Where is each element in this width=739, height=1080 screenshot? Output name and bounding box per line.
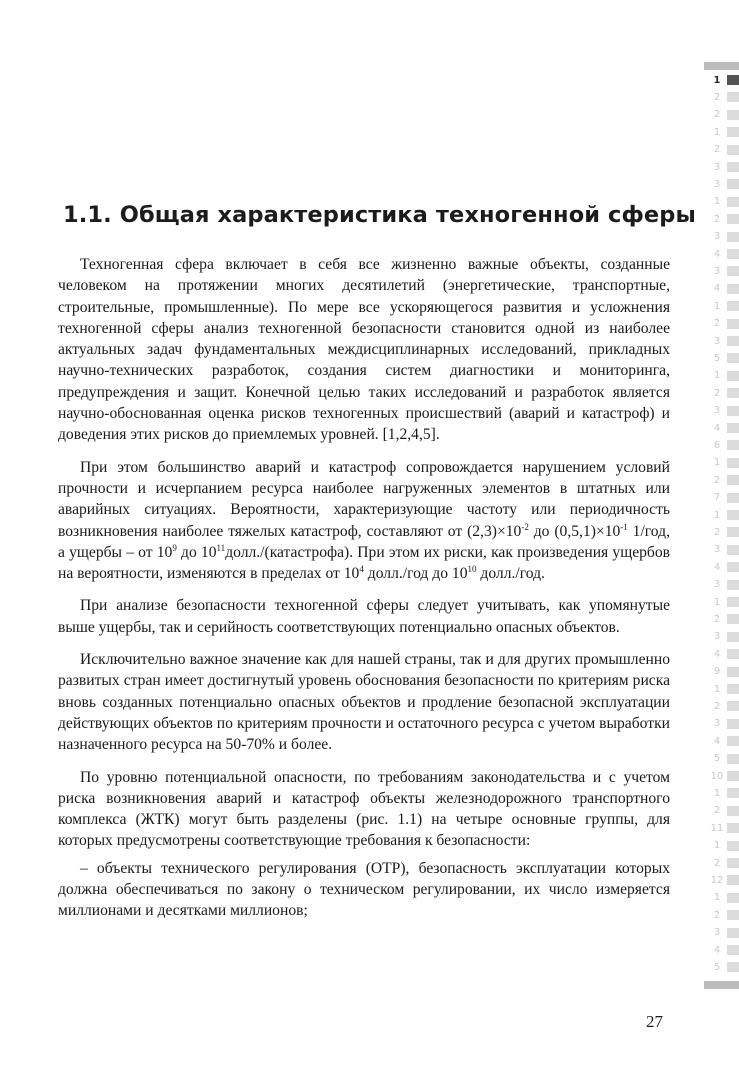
thumb-index-number: 1 [713, 892, 721, 904]
thumb-index-item [709, 874, 739, 886]
thumb-index-item [709, 961, 739, 973]
thumb-index-item [709, 666, 739, 678]
thumb-index-item [709, 370, 739, 382]
thumb-index-number: 2 [713, 144, 721, 156]
thumb-index-block [727, 719, 739, 729]
thumb-index-number: 3 [713, 265, 721, 277]
thumb-index-number: 5 [713, 961, 721, 973]
thumb-index-number: 12 [710, 874, 724, 886]
thumb-index-block [727, 928, 739, 938]
thumb-index-item [709, 265, 739, 277]
thumb-index-block [727, 614, 739, 624]
thumb-index-item [709, 892, 739, 904]
thumb-index-number: 4 [713, 561, 721, 573]
thumb-index-number: 2 [713, 109, 721, 121]
thumb-index-item [709, 840, 739, 852]
thumb-index-item [709, 927, 739, 939]
thumb-index-block [727, 353, 739, 363]
thumb-index-item [709, 161, 739, 173]
paragraph-6: – объекты технического регулирования (ОТР), безопасность эксплуатации которых должна обеспечиваться по закону о техническом регулировании, их число измеряется миллионами и десятками миллионов; [58, 859, 670, 920]
thumb-index-item [709, 439, 739, 451]
thumb-index-item [709, 91, 739, 103]
thumb-index-block [727, 162, 739, 172]
thumb-index-item [709, 544, 739, 556]
thumb-index-block [727, 580, 739, 590]
page-number: 27 [646, 1012, 663, 1031]
thumb-index-number: 1 [713, 457, 721, 469]
thumb-index-block [727, 406, 739, 416]
thumb-index-item [709, 422, 739, 434]
thumb-index-block [727, 910, 739, 920]
thumb-index-item [709, 561, 739, 573]
thumb-index-block [727, 371, 739, 381]
thumb-index-block [727, 92, 739, 102]
thumb-index-block [727, 458, 739, 468]
thumb-index-block [727, 336, 739, 346]
thumb-index-number: 3 [713, 631, 721, 643]
thumb-index-block [727, 319, 739, 329]
thumb-index-item [709, 526, 739, 538]
thumb-index-item [709, 387, 739, 399]
thumb-index-item [709, 770, 739, 782]
thumb-index-number: 7 [713, 492, 721, 504]
thumb-index-number: 2 [713, 613, 721, 625]
thumb-index-item [709, 74, 739, 86]
thumb-index-number: 3 [713, 231, 721, 243]
thumb-index-number: 2 [713, 526, 721, 538]
thumb-index-block [727, 110, 739, 120]
thumb-index-number: 11 [710, 822, 724, 834]
paragraph-1: Техногенная сфера включает в себя все жизненно важные объекты, созданные человеком на протяжении многих десятилетий (энергетические, транспортные, строительные, промышленные). По мере все ускоряющегося развития и усложнения техногенной сферы анализ техногенной безопасности становится одной из наиболее актуальных задач фундаментальных междисциплинарных исследований, прикладных научно-технических разработок, создания систем диагностики и мониторинга, предупреждения и защит. Конечной целью таких исследований и разработок является научно-обоснованная оценка рисков техногенных происшествий (аварий и катастроф) и доведения этих рисков до приемлемых уровней. [1,2,4,5]. [58, 256, 670, 444]
thumb-index-number: 2 [713, 857, 721, 869]
thumb-index-block [727, 284, 739, 294]
thumb-index-block [727, 179, 739, 189]
thumb-index-item [709, 596, 739, 608]
thumb-index-block [727, 388, 739, 398]
paragraph-3: При анализе безопасности техногенной сферы следует учитывать, как упомянутые выше ущербы, так и серийность соответствующих потенциально опасных объектов. [58, 597, 670, 636]
thumb-index-number: 2 [713, 91, 721, 103]
thumb-index-item [709, 579, 739, 591]
thumb-index-item [709, 196, 739, 208]
thumb-index-number: 1 [713, 683, 721, 695]
thumb-index-block [727, 841, 739, 851]
thumb-index-number: 2 [713, 387, 721, 399]
thumb-index-number: 4 [713, 248, 721, 260]
thumb-index-block [727, 75, 739, 85]
thumb-index-item [709, 683, 739, 695]
paragraph-2: При этом большинство аварий и катастроф сопровождается нарушением условий прочности и исчерпанием ресурса наиболее нагруженных элементов в штатных или аварийных ситуациях. Вероятности, характеризующие частоту или периодичность возникновения наиболее тяжелых катастроф, составляют от $(2,3)\times 10^{-2}$ до $(0,5,1)\times 10^{-1}$ 1/год, а ущербы – от $10^9$ до $10^{11}долл./(катастрофа)$. При этом их риски, как произведения ущербов на вероятности, изменяются в пределах от $10^4$ долл./год до $10^{10}$ долл./год. [58, 458, 671, 583]
thumb-index-item [709, 805, 739, 817]
thumb-index-number: 1 [713, 787, 721, 799]
thumb-index-number: 2 [713, 700, 721, 712]
thumb-index-number: 1 [713, 370, 721, 382]
section-heading: 1.1. Общая характеристика техногенной сферы [63, 202, 696, 228]
thumb-index-block [727, 197, 739, 207]
thumb-index-block [727, 667, 739, 677]
thumb-index-item [709, 231, 739, 243]
thumb-index-number: 2 [713, 318, 721, 330]
thumb-index-item [709, 735, 739, 747]
thumb-index-item [709, 857, 739, 869]
thumb-index-block [727, 962, 739, 972]
paragraph-4: Исключительно важное значение как для нашей страны, так и для других промышленно развитых стран имеет достигнутый уровень обоснования безопасности по критериям риска вновь созданных потенциально опасных объектов и продление безопасной эксплуатации действующих объектов по критериям прочности и остаточного ресурса с учетом выработки назначенного ресурса на 50-70% и более. [58, 651, 670, 754]
thumb-index-block [727, 771, 739, 781]
thumb-index-block [727, 475, 739, 485]
thumb-index-item [709, 822, 739, 834]
thumb-index-block [727, 301, 739, 311]
thumb-index-number: 4 [713, 283, 721, 295]
thumb-index-block [727, 649, 739, 659]
thumb-index-number: 4 [713, 944, 721, 956]
thumb-index-block [727, 736, 739, 746]
thumb-index-block [727, 806, 739, 816]
thumb-index-number: 2 [713, 909, 721, 921]
thumb-index-bottom-bar [704, 981, 739, 989]
thumb-index-item [709, 474, 739, 486]
thumb-index-number: 2 [713, 805, 721, 817]
thumb-index-item [709, 909, 739, 921]
thumb-index-number: 3 [713, 335, 721, 347]
thumb-index-item [709, 335, 739, 347]
thumb-index-number: 6 [713, 439, 721, 451]
thumb-index-block [727, 823, 739, 833]
thumb-index-block [727, 545, 739, 555]
thumb-index-number: 2 [713, 474, 721, 486]
thumb-index-number: 3 [713, 544, 721, 556]
thumb-index-item [709, 753, 739, 765]
thumb-index-block [727, 527, 739, 537]
thumb-index-block [727, 440, 739, 450]
thumb-index-item [709, 700, 739, 712]
thumb-index-item [709, 109, 739, 121]
thumb-index-number: 9 [713, 666, 721, 678]
thumb-index-number: 1 [713, 74, 721, 86]
thumb-index-item [709, 283, 739, 295]
body-text [58, 254, 670, 922]
thumb-index-block [727, 858, 739, 868]
chapter-thumb-index [704, 62, 739, 992]
thumb-index-item [709, 126, 739, 138]
thumb-index-number: 1 [713, 196, 721, 208]
thumb-index-item [709, 178, 739, 190]
thumb-index-block [727, 493, 739, 503]
thumb-index-number: 4 [713, 648, 721, 660]
thumb-index-block [727, 945, 739, 955]
thumb-index-number: 3 [713, 161, 721, 173]
thumb-index-block [727, 232, 739, 242]
thumb-index-number: 4 [713, 422, 721, 434]
thumb-index-number: 3 [713, 718, 721, 730]
thumb-index-block [727, 249, 739, 259]
thumb-index-item [709, 718, 739, 730]
thumb-index-block [727, 632, 739, 642]
thumb-index-number: 1 [713, 840, 721, 852]
thumb-index-number: 3 [713, 405, 721, 417]
thumb-index-number: 10 [710, 770, 724, 782]
thumb-index-block [727, 423, 739, 433]
thumb-index-block [727, 510, 739, 520]
thumb-index-block [727, 266, 739, 276]
thumb-index-block [727, 754, 739, 764]
thumb-index-block [727, 562, 739, 572]
thumb-index-block [727, 875, 739, 885]
thumb-index-number: 5 [713, 352, 721, 364]
thumb-index-number: 3 [713, 927, 721, 939]
thumb-index-item [709, 944, 739, 956]
thumb-index-number: 2 [713, 213, 721, 225]
thumb-index-item [709, 248, 739, 260]
thumb-index-block [727, 788, 739, 798]
thumb-index-item [709, 457, 739, 469]
thumb-index-item [709, 492, 739, 504]
thumb-index-number: 1 [713, 509, 721, 521]
thumb-index-number: 4 [713, 735, 721, 747]
thumb-index-block [727, 214, 739, 224]
thumb-index-item [709, 352, 739, 364]
thumb-index-item [709, 300, 739, 312]
thumb-index-block [727, 127, 739, 137]
thumb-index-item [709, 509, 739, 521]
thumb-index-number: 3 [713, 178, 721, 190]
thumb-index-item [709, 631, 739, 643]
thumb-index-number: 1 [713, 300, 721, 312]
thumb-index-item [709, 144, 739, 156]
thumb-index-item [709, 648, 739, 660]
thumb-index-item [709, 787, 739, 799]
thumb-index-item [709, 613, 739, 625]
thumb-index-number: 1 [713, 596, 721, 608]
thumb-index-block [727, 145, 739, 155]
thumb-index-block [727, 893, 739, 903]
thumb-index-top-bar [704, 62, 739, 70]
thumb-index-block [727, 684, 739, 694]
thumb-index-block [727, 701, 739, 711]
thumb-index-block [727, 597, 739, 607]
thumb-index-number: 1 [713, 126, 721, 138]
thumb-index-item [709, 405, 739, 417]
thumb-index-number: 5 [713, 753, 721, 765]
paragraph-5: По уровню потенциальной опасности, по требованиям законодательства и с учетом риска возникновения аварий и катастроф объекты железнодорожного транспортного комплекса (ЖТК) могут быть разделены (рис. 1.1) на четыре основные группы, для которых предусмотрены соответствующие требования к безопасности: [58, 768, 670, 850]
thumb-index-item [709, 318, 739, 330]
thumb-index-item [709, 213, 739, 225]
thumb-index-number: 3 [713, 579, 721, 591]
